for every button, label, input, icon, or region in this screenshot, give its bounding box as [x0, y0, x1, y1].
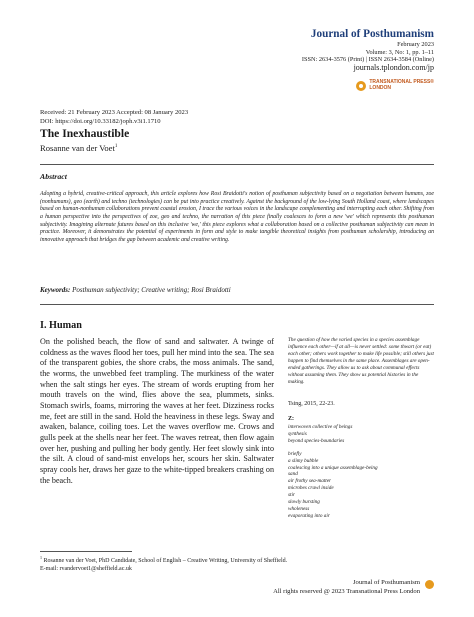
received-accepted: Received: 21 February 2023 Accepted: 08 January 2023 — [40, 109, 189, 116]
keywords — [40, 286, 231, 294]
article-title: The Inexhaustible — [40, 127, 130, 140]
epigraph: The question of how the varied species in a species assemblage influence each other—if at all—is never settled: some thwart (or eat) each other; others work together to make life possible; still others just happen to find themselves in the same place. Assemblages are open-ended gatherings. They allow us to ask about communal effects without assuming them. They show us potential histories in the making. — [288, 337, 434, 386]
poem-line: wholeness — [288, 505, 310, 512]
poem-line: coalescing into a unique assemblage-being — [288, 464, 378, 471]
poem-line: interwoven collective of beings — [288, 423, 353, 430]
author-line — [40, 143, 117, 153]
publisher-logo-icon — [425, 580, 434, 589]
footnote-mark: 1 — [40, 555, 42, 560]
divider — [40, 164, 434, 165]
poem-line: air frothy sea-matter — [288, 478, 332, 485]
poem-line: slowly bursting — [288, 499, 320, 506]
journal-name: Journal of Posthumanism — [310, 28, 434, 40]
doi-link[interactable]: DOI: https://doi.org/10.33182/joph.v3i1.1710 — [40, 118, 161, 126]
issn-info: ISSN: 2634-3576 (Print) | ISSN 2634-3584 (Online) — [301, 56, 434, 64]
abstract-text: Adopting a hybrid, creative-critical approach, this article explores how Rosi Braidotti's notion of posthuman subjectivity based on a negotiation between humans, zoe (nonhumans), geo (earth) and techno (technologies) can be put into practice creatively. Against the background of the low-lying South Holland coast, where landscapes based on human-nonhuman collaborations prevent coastal erosion, I trace the various voices in the landscape complementing and interrupting each other. Shifting from a human perspective into the perspectives of zoe, geo and techno, the narration of this piece finally coalesces to form a new 'we' which represents this posthuman subjectivity. Imagining alternate futures based on this inclusive 'we,' this piece explores what a collaboration based on a collective posthuman subjectivity can mean in practice. Moreover, it demonstrates the potential of experiments in form and style to make tangible theoretical insights from posthuman scholarship, introducing an innovative approach that bridges the gap between academic and creative writing. — [40, 191, 434, 243]
section-heading: I. Human — [40, 320, 82, 331]
page-footer — [273, 578, 420, 596]
author-name: Rosanne van der Voet — [40, 143, 115, 153]
abstract-heading: Abstract — [40, 172, 67, 181]
poem-line: briefly — [288, 450, 302, 457]
poem-line: a slimy bubble — [288, 457, 319, 464]
footer-rights: All rights reserved @ 2023 Transnational Press London — [273, 588, 420, 596]
footnote-rule — [40, 551, 132, 552]
volume-info: Volume: 3, No: 1, pp. 1–11 — [365, 48, 434, 56]
keywords-label: Keywords: — [40, 286, 71, 294]
footnote-email[interactable]: E-mail: rvandervoet1@sheffield.ac.uk — [40, 566, 132, 573]
poem-line: beyond species-boundaries — [288, 437, 345, 444]
epigraph-citation: Tsing, 2015, 22-23. — [288, 401, 335, 407]
footnote-affiliation: Rosanne van der Voet, PhD Candidate, School of English – Creative Writing, University of Sheffield. — [43, 558, 288, 564]
poem-line: stir — [288, 492, 295, 499]
publisher-logo-icon — [356, 81, 366, 91]
article-dates — [40, 108, 188, 126]
footer-journal: Journal of Posthumanism — [352, 579, 420, 586]
publisher-name: TRANSNATIONAL PRESS® — [369, 79, 434, 85]
poem-line: sand — [288, 471, 298, 478]
publisher-logo — [356, 80, 434, 92]
poem-line: microbes crawl inside — [288, 485, 334, 492]
publisher-city: LONDON — [369, 84, 392, 91]
journal-website-link[interactable]: journals.tplondon.com/jp — [353, 63, 434, 73]
divider — [40, 304, 434, 305]
author-footnote-mark[interactable]: 1 — [114, 144, 118, 150]
footnote — [40, 555, 287, 574]
keywords-list: Posthuman subjectivity; Creative writing; Rosi Braidotti — [72, 286, 231, 294]
issue-date: February 2023 — [397, 41, 434, 49]
body-text: On the polished beach, the flow of sand and saltwater. A twinge of coldness as the waves flood her toes, pull her mind into the sea. The sea of the transparent gobies, the shore crabs, the moss animals. The sand, the worms, the unwebbed feet trampling. The murkiness of the water when the salt stings her eyes. The stream of words erupting from her mouth travels on the wind, flies above the sea, plummets, sinks. Stomach swirls, foams, mirroring the waves at her feet. Dizziness rocks me, feet are still in the sand. Hold the heaviness in these legs. Sway and awaken, balance, coiling toes. Let the waves overflow me. Crows and gulls peek at the shells near her feet. The waves retreat, then flow again over her, pushing and pulling her body gently. Her feet slowly sink into the silt. A cloud of sand-mist envelops her, scours her skin. Saltwater spray cools her, draws her gaze to the white-tipped breakers crashing on the beach. — [40, 337, 274, 485]
poem-lines — [288, 424, 434, 520]
journal-header — [302, 28, 434, 73]
poem-line: synthesis — [288, 430, 307, 437]
poem-heading: Z: — [288, 416, 294, 422]
poem — [288, 416, 434, 520]
poem-line: evaporating into air — [288, 512, 330, 519]
